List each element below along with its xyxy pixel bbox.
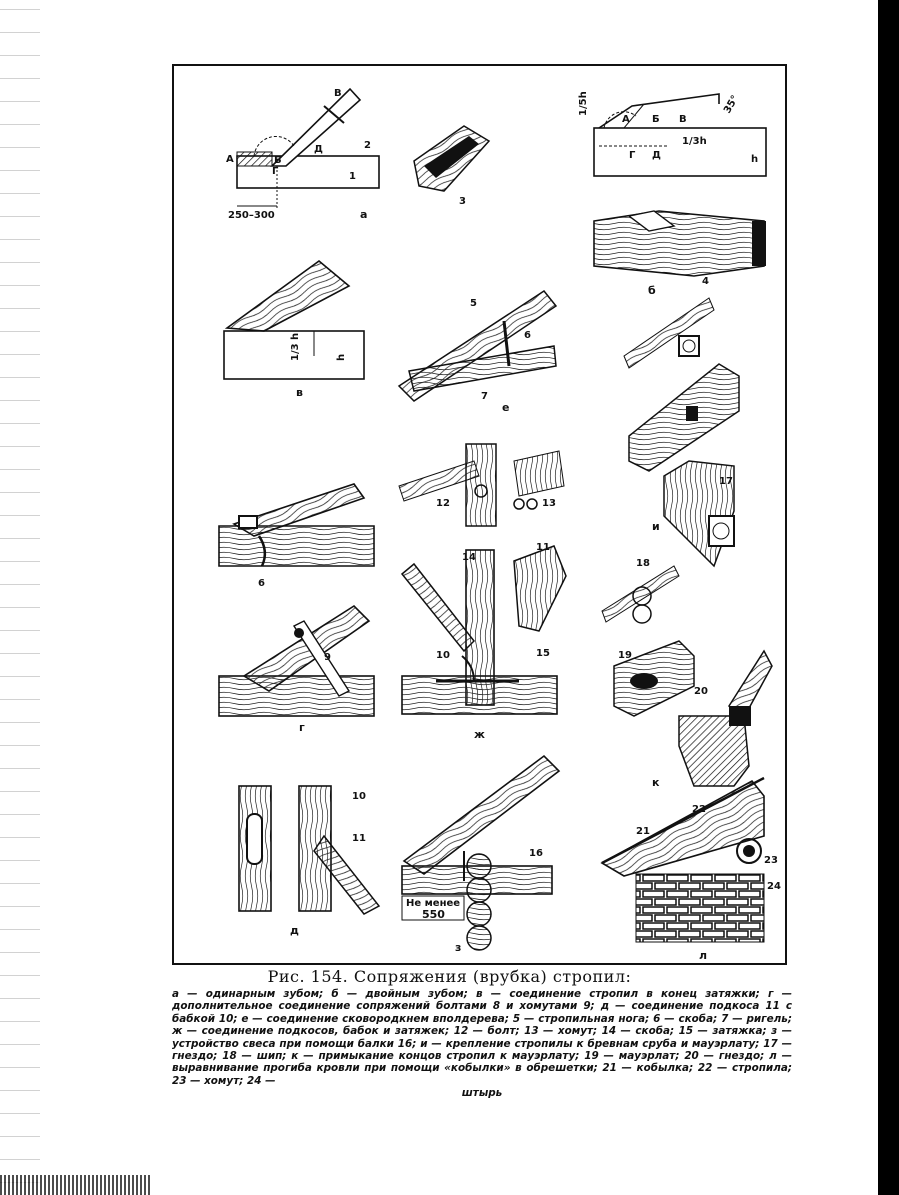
label-l-24: 24 [767, 881, 781, 892]
label-k-19: 19 [618, 650, 632, 661]
label-v-h: h [336, 353, 347, 361]
label-e-5: 5 [470, 298, 477, 309]
figure-caption-text: а — одинарным зубом; б — двойным зубом; в — соединение стропил в конец затяжки; г — дополнительное соединение сопряжений болтами 8 и хомутами 9; д — соединение подкоса 11 с бабкой 10; е — соединение сковородкнем вполдерева; 5 — стропильная нога; 6 — скоба; 7 — ригель; ж — соединение подкосов, бабок и затяжек; 12 — болт; 13 — хомут; 14 — скоба; 15 — затяжка; з — устройство свеса при помощи балки 16; и — крепление стропилы к бревнам сруба и мауэрлату; 17 — гнездо; 18 — шип; к — примыкание концов стропил к мауэрлату; 19 — мауэрлат; 20 — гнездо; л — выравнивание прогиба кровли при помощи «кобылки» в обрешетки; 21 — кобылка; 22 — стропила; 23 — хомут; 24 — [172, 988, 792, 1087]
label-g-9: 9 [324, 652, 331, 663]
label-panel-b: б [648, 284, 656, 297]
label-panel-e: е [502, 401, 510, 414]
label-l-23: 23 [764, 855, 778, 866]
label-l-22: 22 [692, 804, 706, 815]
scan-left-edge-noise [0, 0, 40, 1195]
label-d-11: 11 [352, 833, 366, 844]
label-zh-12: 12 [436, 498, 450, 509]
panel-b-double-tooth-joint [578, 91, 766, 176]
label-panel-d: д [290, 924, 299, 937]
label-z-note2: 550 [422, 908, 445, 921]
label-z-16: 16 [529, 848, 543, 859]
panel-g-bolts-clamps [219, 606, 374, 734]
label-b-h: h [751, 154, 759, 165]
label-d-10: 10 [352, 791, 366, 802]
label-a-Bb: Б [274, 155, 282, 166]
label-v-frac: 1/3 h [290, 332, 301, 361]
label-panel-zh: ж [474, 728, 485, 741]
label-panel-z: з [455, 941, 462, 954]
figure-caption-tail: штырь [461, 1087, 503, 1100]
label-a-dim: 250–300 [228, 210, 275, 221]
panel-z-overhang-with-beam [402, 756, 559, 954]
label-a-B: В [334, 88, 342, 99]
label-b-top: 1/5h [578, 91, 589, 116]
label-a-G: Г [272, 166, 279, 177]
label-zh-10: 10 [436, 650, 450, 661]
label-a-2: 2 [364, 140, 371, 151]
figure-caption-body [172, 988, 792, 1100]
label-i-17: 17 [719, 476, 733, 487]
label-b-G: Г [629, 150, 636, 161]
panel-k-mauerlat-junction [614, 641, 772, 789]
label-panel-k: к [652, 776, 660, 789]
label-a-A: А [226, 154, 234, 165]
panel-d-strut-to-kingpost [239, 786, 379, 937]
panel-zh-struts-kingpost-tie [402, 542, 566, 741]
label-b-angle: 35° [722, 93, 742, 116]
figure-caption-title: Рис. 154. Сопряжения (врубка) стропил: [267, 967, 632, 986]
panel-l-eaves-brick-wall [602, 778, 781, 962]
figure-frame [172, 64, 787, 965]
label-z-note1: Не менее [406, 898, 461, 909]
panel-zh-bolt-clamp [399, 444, 564, 526]
label-panel-g: г [299, 721, 305, 734]
panel-staple-joint [219, 484, 374, 589]
label-l-21: 21 [636, 826, 650, 837]
label-panel-a: а [360, 208, 368, 221]
figure-drawings [174, 66, 785, 963]
label-zh-13: 13 [542, 498, 556, 509]
label-a-D: Д [314, 144, 323, 155]
label-b-V: В [679, 114, 687, 125]
panel-b-timber-block [594, 211, 766, 297]
label-i-18: 18 [636, 558, 650, 569]
scan-bottom-edge-noise [0, 1175, 150, 1195]
label-e-6: 6 [524, 330, 531, 341]
label-b-Bb: Б [652, 114, 660, 125]
panel-v-rafter-end-joint [224, 261, 364, 399]
label-staple-6: 6 [258, 578, 265, 589]
label-e-7: 7 [481, 391, 488, 402]
scan-right-dark-edge [878, 0, 899, 1195]
panel-a-single-tooth-joint [226, 88, 379, 221]
label-panel-l: л [699, 949, 708, 962]
label-num4: 4 [702, 276, 709, 287]
label-zh-14: 14 [462, 552, 476, 563]
label-k-20: 20 [694, 686, 708, 697]
panel-e-half-lap-joint [399, 291, 556, 414]
label-num3: 3 [459, 196, 466, 207]
label-b-D: Д [652, 150, 661, 161]
label-zh-11: 11 [536, 542, 550, 553]
panel-a-blade-sketch [414, 126, 489, 207]
label-b-A: А [622, 114, 630, 125]
label-a-1: 1 [349, 171, 356, 182]
label-zh-15: 15 [536, 648, 550, 659]
panel-i-rafter-log-fastening [602, 298, 739, 623]
label-panel-i: и [652, 520, 660, 533]
label-b-frac: 1/3h [682, 136, 707, 147]
label-panel-v: в [296, 386, 303, 399]
